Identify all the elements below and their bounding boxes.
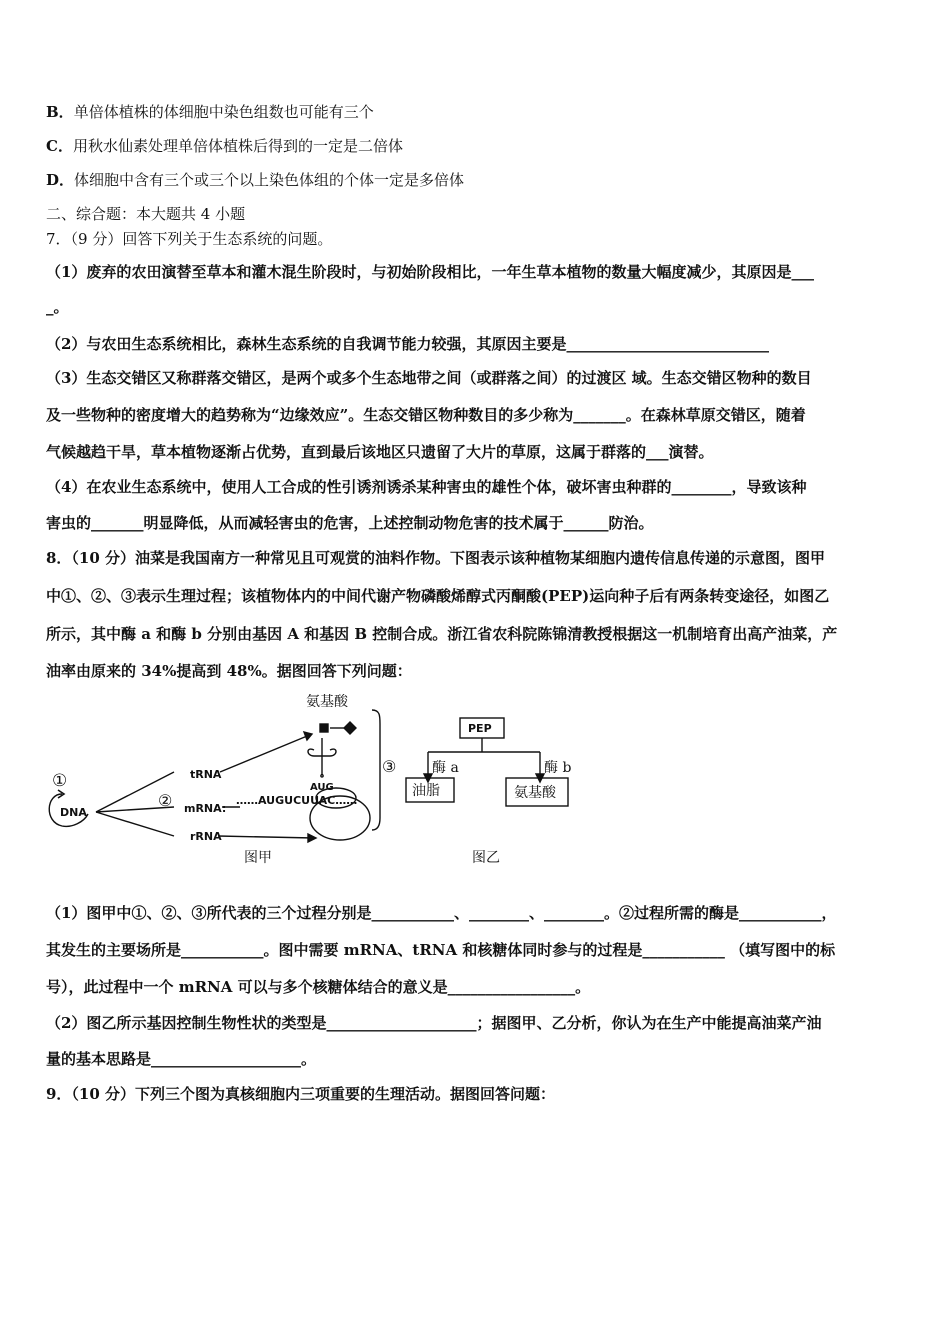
q8-line: 油率由原来的 34%提高到 48%。据图回答下列问题： <box>46 662 412 680</box>
q8-line: 所示，其中酶 a 和酶 b 分别由基因 A 和基因 B 控制合成。浙江省农科院陈锦清教授根据这一机制培育出高产油菜，产 <box>46 625 838 643</box>
q8-line: 中①、②、③表示生理过程；该植物体内的中间代谢产物磷酸烯醇式丙酮酸(PEP)运向种子后有两条转变途径，如图乙 <box>46 587 830 605</box>
mrna-sequence: ……AUGUCUUAC…… <box>236 794 358 807</box>
q8-head: 8．（10 分）油菜是我国南方一种常见且可观赏的油料作物。下图表示该种植物某细胞内遗传信息传递的示意图，图甲 <box>46 549 826 567</box>
q8-answer-line: 量的基本思路是____________________。 <box>46 1050 317 1068</box>
amino-acid-label: 氨基酸 <box>306 694 348 710</box>
q7-line: 及一些物种的密度增大的趋势称为“边缘效应”。生态交错区物种数目的多少称为_______。在森林草原交错区，随着 <box>46 406 806 424</box>
q7-line: （1）废弃的农田演替至草本和灌木混生阶段时，与初始阶段相比，一年生草本植物的数量大幅度减少，其原因是___ <box>46 263 814 281</box>
oil-label: 油脂 <box>412 783 440 799</box>
q7-line: （3）生态交错区又称群落交错区，是两个或多个生态地带之间（或群落之间）的过渡区 域。生态交错区物种的数目 <box>46 369 812 387</box>
q7-head: 7．（9 分）回答下列关于生态系统的问题。 <box>46 230 333 248</box>
q9-head: 9．（10 分）下列三个图为真核细胞内三项重要的生理活动。据图回答问题： <box>46 1085 556 1103</box>
mrna-label: mRNA: <box>184 802 227 815</box>
diagram-svg <box>44 694 584 870</box>
process-2-label: ② <box>158 791 173 810</box>
figure-diagrams <box>44 694 584 870</box>
pep-label: PEP <box>468 722 492 735</box>
figure-yi-caption: 图乙 <box>472 850 500 866</box>
q7-line: （4）在农业生态系统中，使用人工合成的性引诱剂诱杀某种害虫的雄性个体，破坏害虫种群的________，导致该种 <box>46 478 807 496</box>
q8-answer-line: 号），此过程中一个 mRNA 可以与多个核糖体结合的意义是_________________。 <box>46 978 591 996</box>
figure-jia-caption: 图甲 <box>244 850 272 866</box>
q8-answer-line: （1）图甲中①、②、③所代表的三个过程分别是___________、________、________。②过程所需的酶是___________， <box>46 904 837 922</box>
option-b: B．单倍体植株的体细胞中染色组数也可能有三个 <box>46 103 374 121</box>
section-title: 二、综合题：本大题共 4 小题 <box>46 205 246 223</box>
process-1-label: ① <box>52 771 68 791</box>
q8-answer-line: 其发生的主要场所是___________。图中需要 mRNA、tRNA 和核糖体同时参与的过程是___________ （填写图中的标 <box>46 941 836 959</box>
q7-line: （2）与农田生态系统相比，森林生态系统的自我调节能力较强，其原因主要是___________________________ <box>46 335 769 353</box>
enzyme-b-label: 酶 b <box>544 760 572 776</box>
process-3-label: ③ <box>382 757 397 776</box>
dna-label: DNA <box>60 806 87 819</box>
q8-answer-line: （2）图乙所示基因控制生物性状的类型是____________________；据图甲、乙分析，你认为在生产中能提高油菜产油 <box>46 1014 822 1032</box>
aug-label: AUG <box>310 782 334 793</box>
option-c: C．用秋水仙素处理单倍体植株后得到的一定是二倍体 <box>46 137 403 155</box>
enzyme-a-label: 酶 a <box>432 760 459 776</box>
amino-acid-box-label: 氨基酸 <box>514 785 556 801</box>
q7-line: 气候越趋干旱，草本植物逐渐占优势，直到最后该地区只遗留了大片的草原，这属于群落的___演替。 <box>46 443 714 461</box>
option-d: D．体细胞中含有三个或三个以上染色体组的个体一定是多倍体 <box>46 171 465 189</box>
rrna-label: rRNA <box>190 830 222 843</box>
q7-line: 害虫的_______明显降低，从而减轻害虫的危害，上述控制动物危害的技术属于______防治。 <box>46 514 654 532</box>
q7-line: _。 <box>46 298 69 316</box>
trna-label: tRNA <box>190 768 222 781</box>
